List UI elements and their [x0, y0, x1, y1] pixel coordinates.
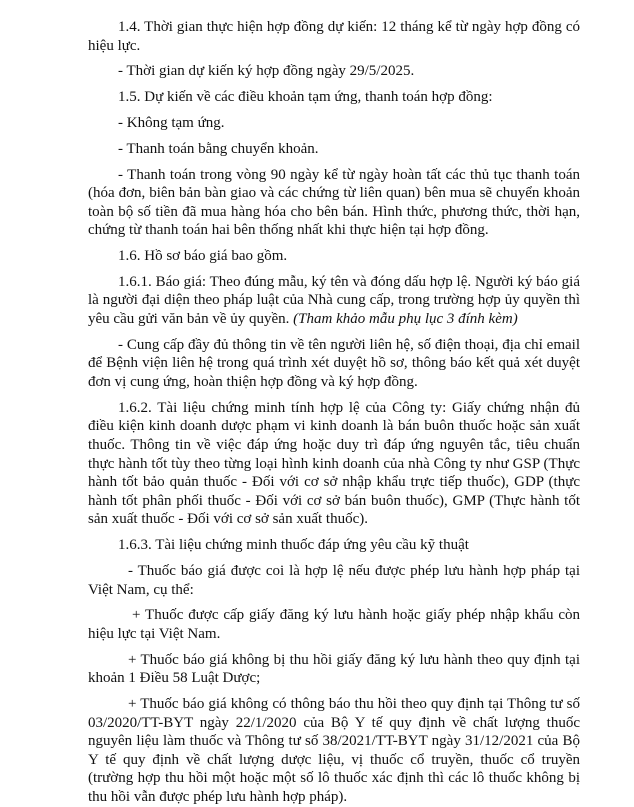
section-1-6-1-text: 1.6.1. Báo giá: Theo đúng mẫu, ký tên và đóng dấu hợp lệ. Người ký báo giá là người đại diện theo pháp luật của Nhà cung cấp, trong trường hợp ủy quyền thì yêu cầu gửi văn bản về ủy quyền. — [88, 273, 580, 328]
section-1-4: 1.4. Thời gian thực hiện hợp đồng dự kiến: 12 tháng kể từ ngày hợp đồng có hiệu lực. — [88, 19, 580, 54]
no-advance: - Không tạm ứng. — [118, 114, 225, 131]
no-recall-item: + Thuốc báo giá không có thông báo thu hồi theo quy định tại Thông tư số 03/2020/TT-BYT ngày 22/1/2020 của Bộ Y tế quy định về chất lượng thuốc nguyên liệu làm thuốc và Thông tư số 38/2021/TT-BYT ngày 31/12/2021 của Bộ Y tế quy định về chất lượng dược liệu, vị thuốc cổ truyền, thuốc cổ truyền (trường hợp thu hồi một hoặc một số lô thuốc xác định thì các lô thuốc không bị thu hồi vẫn được phép lưu hành hợp pháp). — [88, 696, 580, 805]
section-1-6-3: 1.6.3. Tài liệu chứng minh thuốc đáp ứng yêu cầu kỹ thuật — [118, 537, 469, 554]
contract-sign-date: - Thời gian dự kiến ký hợp đồng ngày 29/5/2025. — [118, 63, 415, 80]
section-1-6: 1.6. Hồ sơ báo giá bao gồm. — [118, 248, 288, 265]
section-1-6-1 — [88, 273, 580, 329]
contact-info: - Cung cấp đầy đủ thông tin về tên người liên hệ, số điện thoại, địa chỉ email để Bệnh viện liên hệ trong quá trình xét duyệt hồ sơ, thông báo kết quả xét duyệt đơn vị cung ứng, hoàn thiện hợp đồng và ký hợp đồng. — [88, 336, 580, 390]
appendix-note: (Tham khảo mẫu phụ lục 3 đính kèm) — [293, 311, 518, 328]
registration-item: + Thuốc được cấp giấy đăng ký lưu hành hoặc giấy phép nhập khẩu còn hiệu lực tại Việt Nam. — [88, 607, 580, 642]
section-1-5: 1.5. Dự kiến về các điều khoản tạm ứng, thanh toán hợp đồng: — [118, 89, 493, 106]
not-revoked-item: + Thuốc báo giá không bị thu hồi giấy đăng ký lưu hành theo quy định tại khoản 1 Điều 58 Luật Dược; — [88, 651, 580, 687]
bank-transfer: - Thanh toán bằng chuyển khoản. — [118, 140, 319, 157]
valid-drug-condition: - Thuốc báo giá được coi là hợp lệ nếu được phép lưu hành hợp pháp tại Việt Nam, cụ thể: — [88, 562, 580, 598]
section-1-6-2: 1.6.2. Tài liệu chứng minh tính hợp lệ của Công ty: Giấy chứng nhận đủ điều kiện kinh doanh dược phạm vi kinh doanh là bán buôn thuốc hoặc sản xuất thuốc. Thông tin về việc đáp ứng hoặc duy trì đáp ứng nguyên tắc, tiêu chuẩn thực hành tốt tùy theo từng loại hình kinh doanh của nhà Công ty như GSP (Thực hành tốt bảo quản thuốc - Đối với cơ sở nhập khẩu trực tiếp thuốc), GDP (thực hành tốt phân phối thuốc - Đối với cơ sở bán buôn thuốc), GMP (Thực hành tốt sản xuất thuốc - Đối với cơ sở sản xuất thuốc). — [88, 399, 580, 528]
payment-terms: - Thanh toán trong vòng 90 ngày kể từ ngày hoàn tất các thủ tục thanh toán (hóa đơn, biên bản bàn giao và các chứng từ liên quan) bên mua sẽ chuyển khoản toàn bộ số tiền đã mua hàng hóa cho bên bán. Hình thức, phương thức, thời hạn, chứng từ thanh toán hai bên thống nhất khi thực hiện tại hợp đồng. — [88, 166, 580, 239]
